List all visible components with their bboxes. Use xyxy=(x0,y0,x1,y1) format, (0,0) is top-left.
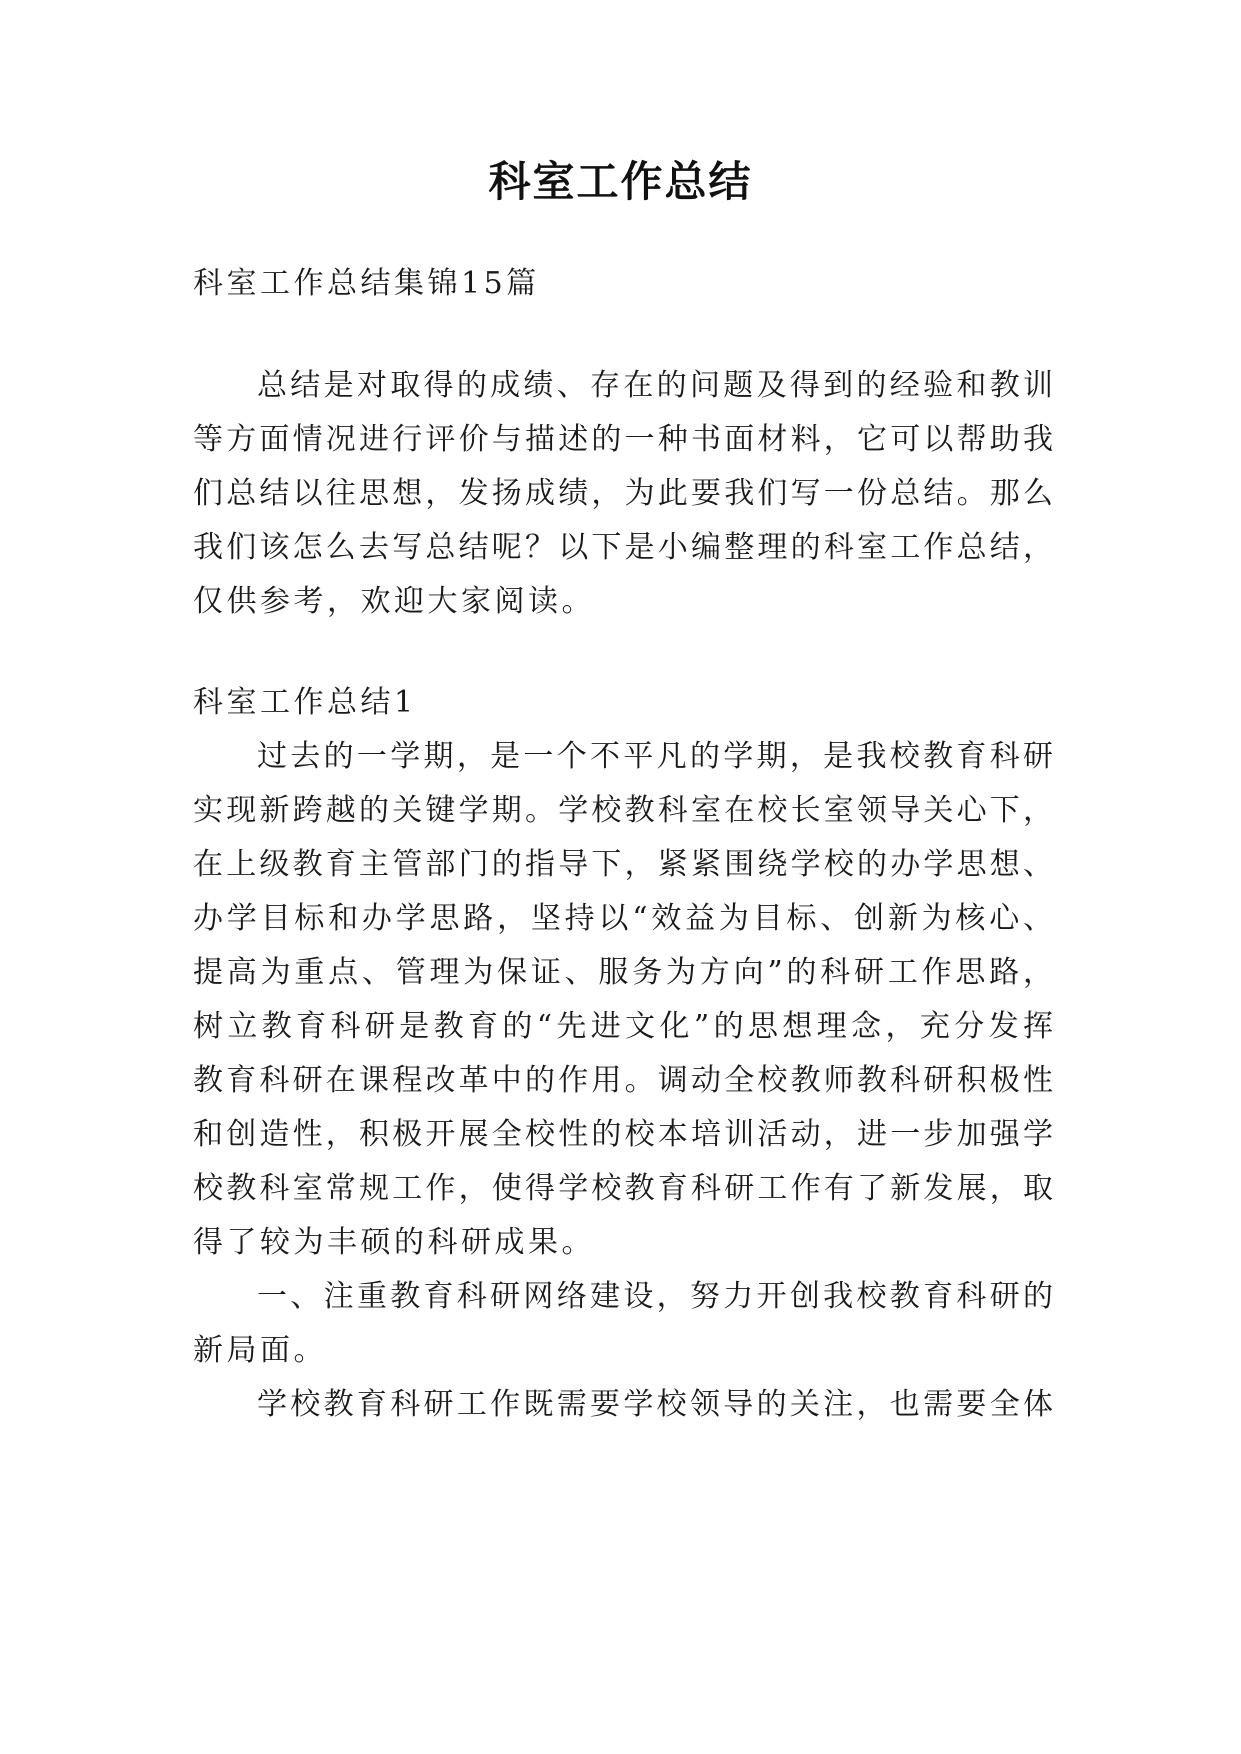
section1-line: 树立教育科研是教育的“先进文化”的思想理念，充分发挥 xyxy=(193,1009,1053,1044)
point-line: 一、注重教育科研网络建设，努力开创我校教育科研的 xyxy=(257,1279,1053,1314)
section1-line: 过去的一学期，是一个不平凡的学期，是我校教育科研 xyxy=(257,739,1053,774)
document-subtitle: 科室工作总结集锦15篇 xyxy=(193,266,540,301)
document-title: 科室工作总结 xyxy=(488,157,753,206)
section1-line: 办学目标和办学思路，坚持以“效益为目标、创新为核心、 xyxy=(193,901,1053,936)
section1-line: 和创造性，积极开展全校性的校本培训活动，进一步加强学 xyxy=(193,1117,1053,1152)
section-heading: 科室工作总结1 xyxy=(193,685,417,720)
section1-line: 在上级教育主管部门的指导下，紧紧围绕学校的办学思想、 xyxy=(193,847,1053,882)
section1-line: 校教科室常规工作，使得学校教育科研工作有了新发展，取 xyxy=(193,1171,1053,1206)
intro-line: 仅供参考，欢迎大家阅读。 xyxy=(193,584,595,619)
intro-line: 们总结以往思想，发扬成绩，为此要我们写一份总结。那么 xyxy=(193,476,1053,511)
section1-line: 提高为重点、管理为保证、服务为方向”的科研工作思路， xyxy=(193,955,1053,990)
intro-line: 总结是对取得的成绩、存在的问题及得到的经验和教训 xyxy=(257,368,1053,403)
section1-line: 得了较为丰硕的科研成果。 xyxy=(193,1225,595,1260)
section1-line: 教育科研在课程改革中的作用。调动全校教师教科研积极性 xyxy=(193,1063,1053,1098)
para2-line: 学校教育科研工作既需要学校领导的关注，也需要全体 xyxy=(257,1387,1053,1422)
intro-line: 等方面情况进行评价与描述的一种书面材料，它可以帮助我 xyxy=(193,422,1053,457)
point-line: 新局面。 xyxy=(193,1333,327,1368)
intro-line: 我们该怎么去写总结呢？以下是小编整理的科室工作总结， xyxy=(193,530,1053,565)
section1-line: 实现新跨越的关键学期。学校教科室在校长室领导关心下， xyxy=(193,793,1053,828)
